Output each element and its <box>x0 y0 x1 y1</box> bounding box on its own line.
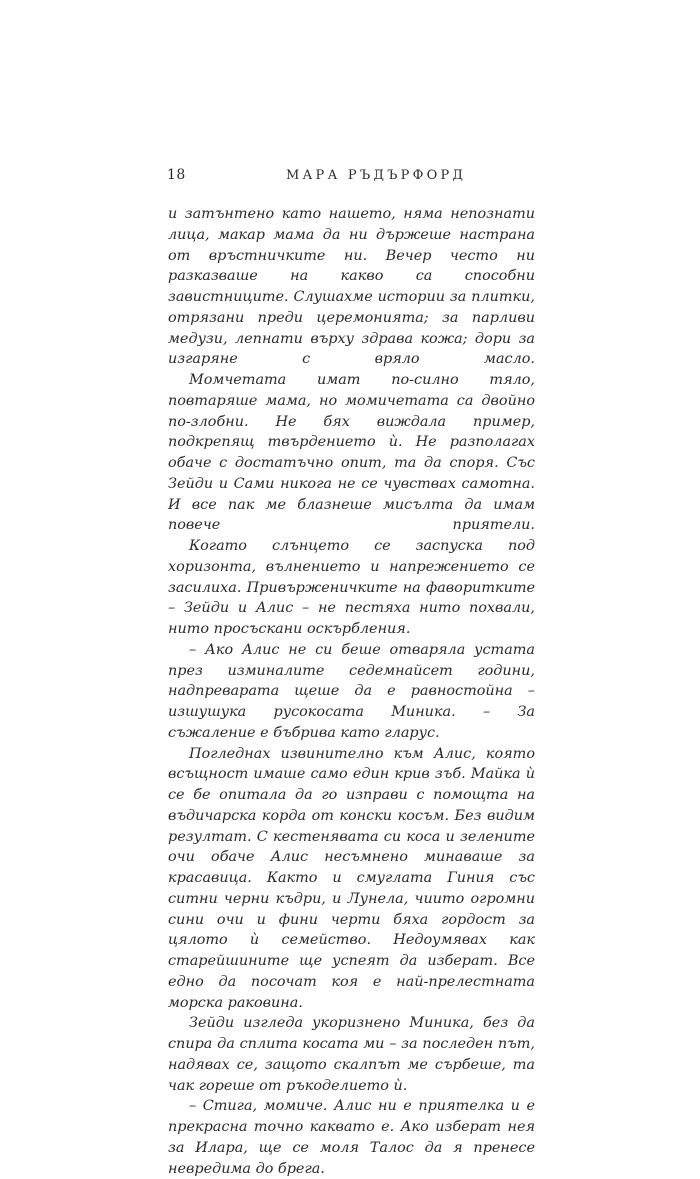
body-text <box>168 204 535 1179</box>
page-number: 18 <box>167 167 186 183</box>
running-header-author: МАРА РЪДЪРФОРД <box>286 168 467 183</box>
paragraph-2: Момчетата имат по-силно тяло, повтаряше мама, но момичетата са двойно по-злобни. Не бях виждала пример, подкрепящ твърдението ѝ. Не разполагах обаче с достатъчно опит, та да споря. Със Зейди и Сами никога не се чувствах самотна. И все пак ме блазнеше мисълта да имам повече приятели. <box>168 372 535 534</box>
paragraph-4: – Ако Алис не си беше отваряла устата през изминалите седемнайсет години, надпреварата щеше да е равностойна – изшушука русокосата Миника. – За съжаление е бъбрива като гларус. <box>168 641 535 741</box>
paragraph-3: Когато слънцето се заспуска под хоризонта, вълнението и напрежението се засилиха. Привърженичките на фаворитките – Зейди и Алис – не пестяха нито похвали, нито просъскани оскърбления. <box>168 538 535 637</box>
paragraph-1: и затънтено като нашето, няма непознати лица, макар мама да ни държеше настрана от връстничките ни. Вечер често ни разказваше на какво са способни завистниците. Слушахме истории за плитки, отрязани преди церемонията; за парливи медузи, лепнати върху здрава кожа; дори за изгаряне с вряло масло. <box>168 206 535 368</box>
paragraph-5: Погледнах извинително към Алис, която всъщност имаше само един крив зъб. Майка ѝ се бе опитала да го изправи с помощта на въдичарска корда от конски косъм. Без видим резултат. С кестенявата си коса и зелените очи обаче Алис несъмнено минаваше за красавица. Както и смуглата Гиния със ситни черни къдри, и Лунела, чиито огромни сини очи и фини черти бяха гордост за цялото ѝ семейство. Недоумявах как старейшините ще успеят да изберат. Все едно да посочат коя е най-прелестната морска раковина. <box>168 745 535 1011</box>
paragraph-6: Зейди изгледа укоризнено Миника, без да спира да сплита косата ми – за последен път, надявах се, защото скалпът ме сърбеше, та чак гореше от ръкоделието ѝ. <box>168 1015 535 1094</box>
paragraph-7: – Стига, момиче. Алис ни е приятелка и е прекрасна точно каквато е. Ако изберат нея за Илара, ще се моля Талос да я пренесе невредима до брега. <box>168 1098 535 1177</box>
